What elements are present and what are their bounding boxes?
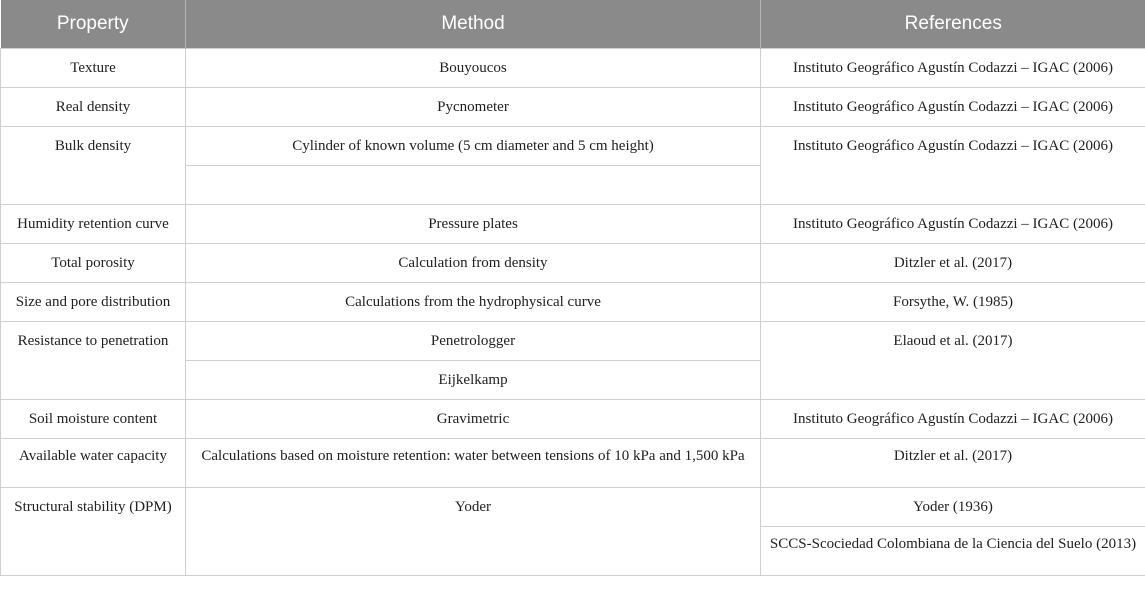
property-cell: Available water capacity	[1, 439, 186, 488]
method-cell: Calculation from density	[186, 244, 761, 283]
table-row	[1, 244, 1145, 283]
table-row	[1, 49, 1145, 88]
reference-cell: Ditzler et al. (2017)	[761, 439, 1145, 488]
reference-cell: Elaoud et al. (2017)	[761, 322, 1145, 400]
method-cell: Yoder	[186, 488, 761, 576]
method-cell: Calculations from the hydrophysical curve	[186, 283, 761, 322]
property-cell: Total porosity	[1, 244, 186, 283]
method-cell: Pressure plates	[186, 205, 761, 244]
method-cell: Pycnometer	[186, 88, 761, 127]
property-cell: Soil moisture content	[1, 400, 186, 439]
property-cell: Real density	[1, 88, 186, 127]
header-method: Method	[186, 0, 761, 49]
table-row	[1, 439, 1145, 488]
method-cell-empty	[186, 166, 761, 205]
table-row	[1, 322, 1145, 361]
property-cell: Structural stability (DPM)	[1, 488, 186, 576]
header-row	[1, 0, 1145, 49]
method-cell: Calculations based on moisture retention: water between tensions of 10 kPa and 1,500 kPa	[186, 439, 761, 488]
table-row	[1, 127, 1145, 166]
method-cell: Bouyoucos	[186, 49, 761, 88]
reference-cell: Instituto Geográfico Agustín Codazzi – IGAC (2006)	[761, 49, 1145, 88]
header-references: References	[761, 0, 1145, 49]
reference-cell: Yoder (1936)	[761, 488, 1145, 527]
reference-cell: Instituto Geográfico Agustín Codazzi – IGAC (2006)	[761, 127, 1145, 205]
method-cell: Gravimetric	[186, 400, 761, 439]
property-cell: Resistance to penetration	[1, 322, 186, 400]
header-property: Property	[1, 0, 186, 49]
table-row	[1, 88, 1145, 127]
property-cell: Humidity retention curve	[1, 205, 186, 244]
property-cell: Texture	[1, 49, 186, 88]
property-cell: Size and pore distribution	[1, 283, 186, 322]
reference-cell: Forsythe, W. (1985)	[761, 283, 1145, 322]
method-cell: Penetrologger	[186, 322, 761, 361]
property-cell: Bulk density	[1, 127, 186, 205]
table-row	[1, 283, 1145, 322]
table-row	[1, 400, 1145, 439]
reference-cell: Ditzler et al. (2017)	[761, 244, 1145, 283]
reference-cell: SCCS-Scociedad Colombiana de la Ciencia del Suelo (2013)	[761, 527, 1145, 576]
method-cell: Cylinder of known volume (5 cm diameter and 5 cm height)	[186, 127, 761, 166]
table-row	[1, 205, 1145, 244]
reference-cell: Instituto Geográfico Agustín Codazzi – IGAC (2006)	[761, 400, 1145, 439]
reference-cell: Instituto Geográfico Agustín Codazzi – IGAC (2006)	[761, 88, 1145, 127]
method-cell: Eijkelkamp	[186, 361, 761, 400]
reference-cell: Instituto Geográfico Agustín Codazzi – IGAC (2006)	[761, 205, 1145, 244]
table-row	[1, 488, 1145, 527]
